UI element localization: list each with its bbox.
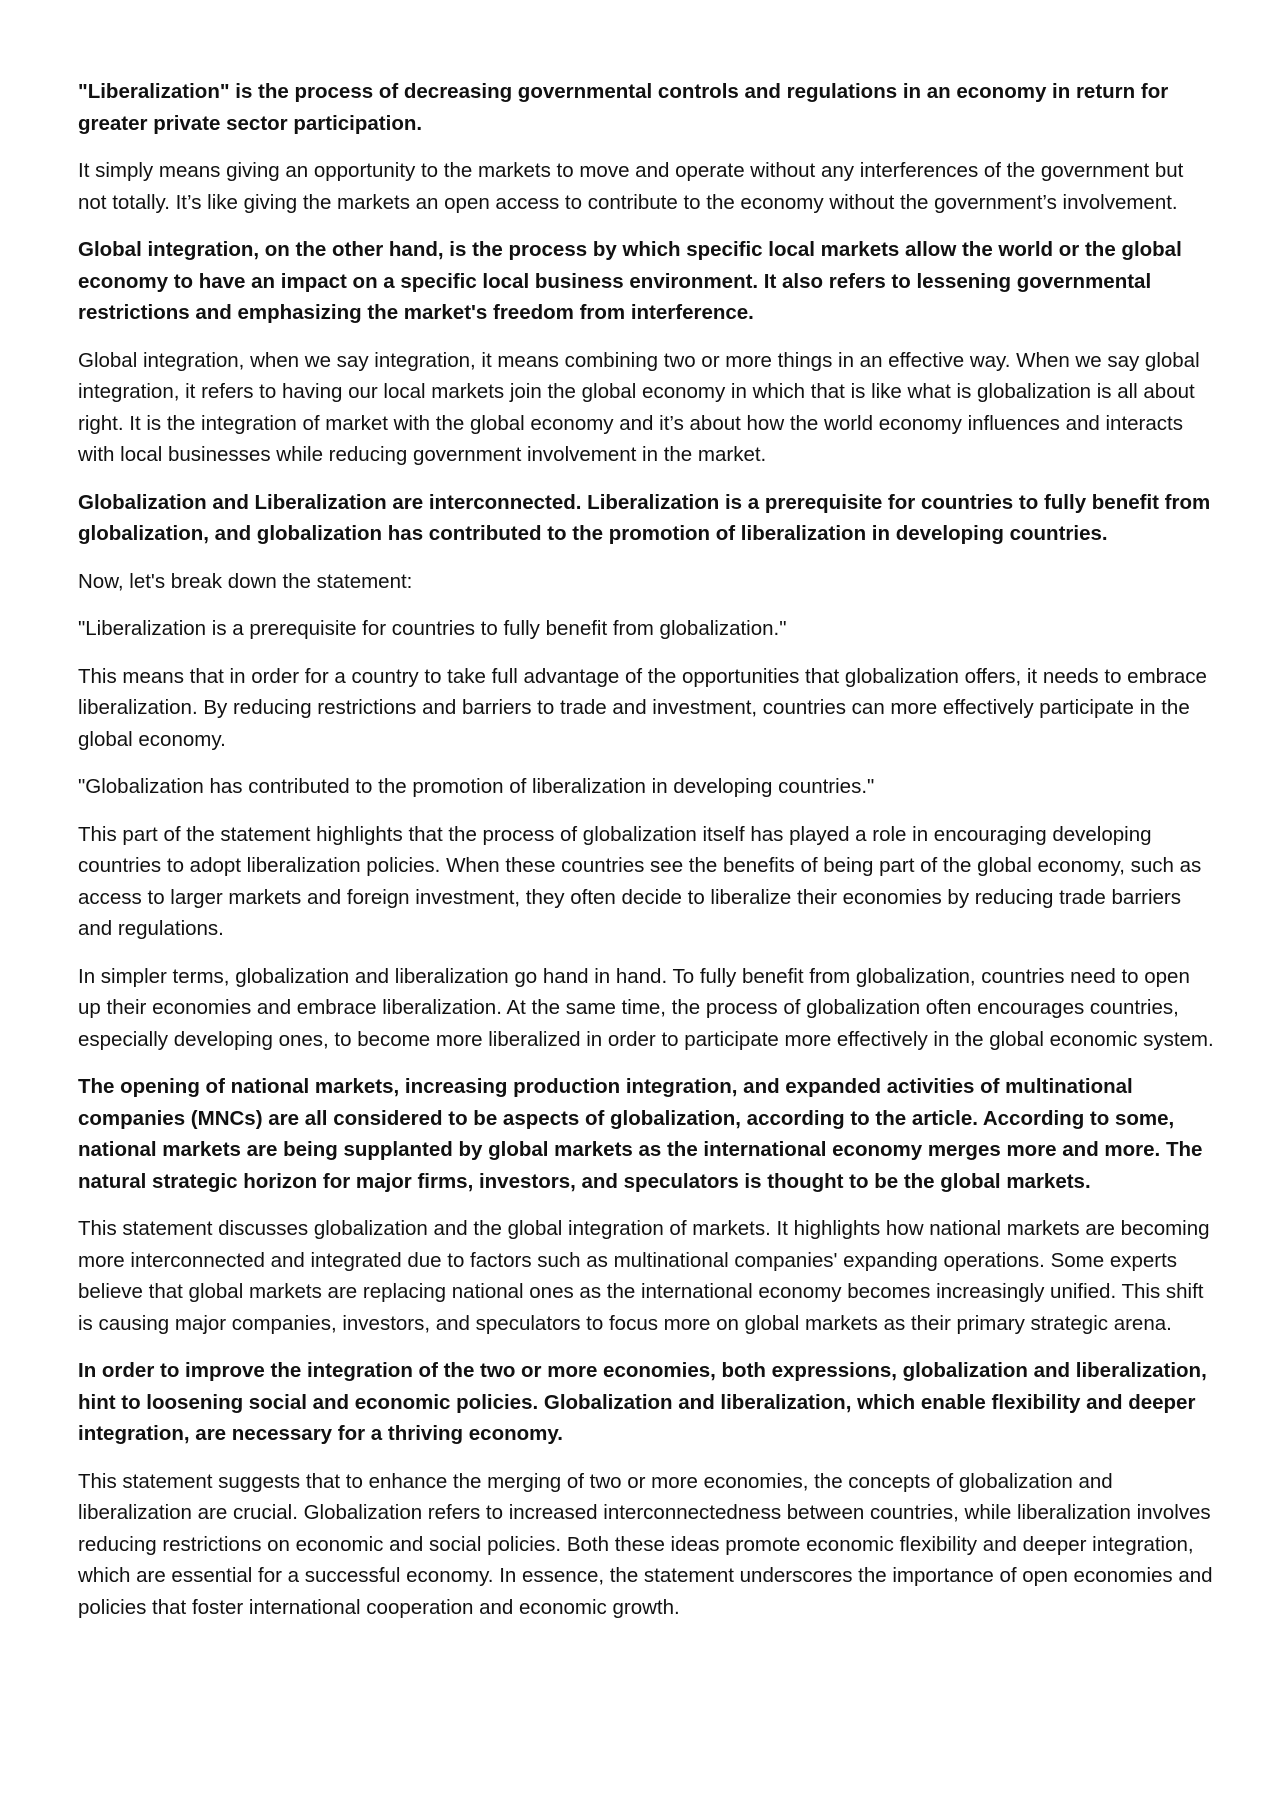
paragraph-breakdown-intro: Now, let's break down the statement: bbox=[78, 569, 413, 593]
paragraph-global-integration-definition: Global integration, on the other hand, is the process by which specific local markets allow the world or the global economy to have an impact on a specific local business environment. It also refers to lessening governmental restrictions and emphasizing the market's freedom from interference. bbox=[78, 238, 1182, 324]
paragraph-quote-prerequisite: "Liberalization is a prerequisite for countries to fully benefit from globalization." bbox=[78, 617, 787, 640]
paragraph-promotion-explanation: This part of the statement highlights that the process of globalization itself has played a role in encouraging developing countries to adopt liberalization policies. When these countries see the benefits of being part of the global economy, such as access to larger markets and foreign investment, they often decide to liberalize their economies by reducing trade barriers and regulations. bbox=[78, 822, 1202, 940]
paragraph-liberalization-explanation: It simply means giving an opportunity to the markets to move and operate without any interferences of the government but not totally. It’s like giving the markets an open access to contribute to the economy without the government’s involvement. bbox=[78, 159, 1184, 214]
paragraph-liberalization-definition: "Liberalization" is the process of decreasing governmental controls and regulations in an economy in return for greater private sector participation. bbox=[78, 80, 1169, 135]
paragraph-national-markets-explanation: This statement discusses globalization and the global integration of markets. It highlights how national markets are becoming more interconnected and integrated due to factors such as multinational companies' expanding operations. Some experts believe that global markets are replacing national ones as the international economy becomes increasingly unified. This shift is causing major companies, investors, and speculators to focus more on global markets as their primary strategic arena. bbox=[78, 1217, 1210, 1335]
paragraph-simpler-terms: In simpler terms, globalization and liberalization go hand in hand. To fully benefit from globalization, countries need to open up their economies and embrace liberalization. At the same time, the process of globalization often encourages countries, especially developing ones, to become more liberalized in order to participate more effectively in the global economic system. bbox=[78, 964, 1214, 1051]
paragraph-national-markets-statement: The opening of national markets, increasing production integration, and expanded activities of multinational companies (MNCs) are all considered to be aspects of globalization, according to the article. According to some, national markets are being supplanted by global markets as the international economy merges more and more. The natural strategic horizon for major firms, investors, and speculators is thought to be the global markets. bbox=[78, 1075, 1203, 1193]
paragraph-interconnection-statement: Globalization and Liberalization are interconnected. Liberalization is a prerequisite for countries to fully benefit from globalization, and globalization has contributed to the promotion of liberalization in developing countries. bbox=[78, 490, 1211, 545]
paragraph-prerequisite-explanation: This means that in order for a country to take full advantage of the opportunities that globalization offers, it needs to embrace liberalization. By reducing restrictions and barriers to trade and investment, countries can more effectively participate in the global economy. bbox=[78, 664, 1207, 751]
paragraph-integration-explanation: This statement suggests that to enhance the merging of two or more economies, the concepts of globalization and liberalization are crucial. Globalization refers to increased interconnectedness between countries, while liberalization involves reducing restrictions on economic and social policies. Both these ideas promote economic flexibility and deeper integration, which are essential for a successful economy. In essence, the statement underscores the importance of open economies and policies that foster international cooperation and economic growth. bbox=[78, 1469, 1213, 1619]
paragraph-quote-promotion: "Globalization has contributed to the promotion of liberalization in developing countries." bbox=[78, 775, 875, 798]
document-page bbox=[78, 76, 1214, 1639]
paragraph-integration-statement: In order to improve the integration of the two or more economies, both expressions, globalization and liberalization, hint to loosening social and economic policies. Globalization and liberalization, which enable flexibility and deeper integration, are necessary for a thriving economy. bbox=[78, 1359, 1207, 1445]
paragraph-global-integration-explanation: Global integration, when we say integration, it means combining two or more things in an effective way. When we say global integration, it refers to having our local markets join the global economy in which that is like what is globalization is all about right. It is the integration of market with the global economy and it’s about how the world economy influences and interacts with local businesses while reducing government involvement in the market. bbox=[78, 348, 1200, 466]
